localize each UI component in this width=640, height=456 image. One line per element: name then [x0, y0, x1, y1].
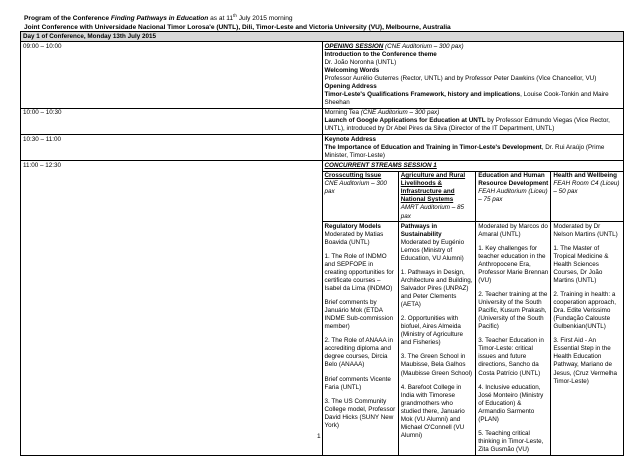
- talk-item: 3. The US Community College model, Professor David Hicks (SUNY New York): [324, 397, 396, 429]
- session-title: Keynote Address: [324, 135, 377, 143]
- moderator: Moderated by Dr Nelson Martins (UNTL): [553, 222, 618, 238]
- session-concurrent: [322, 161, 624, 455]
- address-heading: Opening Address: [324, 83, 377, 91]
- session-keynote: [322, 135, 624, 161]
- stream-header: [398, 172, 476, 222]
- talk-item: 1. The Master of Tropical Medicine & Health Sciences Courses, Dr João Martins (UNTL): [553, 244, 609, 285]
- keynote-title: The Importance of Education and Training in Timor-Leste's Development: [324, 143, 542, 151]
- stream-content-row: [323, 222, 624, 455]
- talk-item: Brief comments Vicente Faria (UNTL): [324, 375, 391, 391]
- talk-item: 2. Teacher training at the University of the South Pacific, Kusum Prakash, (University of the South Pacific): [478, 291, 548, 331]
- session-venue: (CNE Auditorium – 300 pax): [359, 109, 440, 117]
- stream-header: [323, 172, 399, 222]
- keynote-speaker: , Dr. Rui Araújo (Prime Minister, Timor-Leste): [324, 143, 605, 159]
- address-speakers: , Louise Cook-Tonkin and Maire Sheehan: [324, 91, 609, 107]
- stream-venue: FEAH Room C4 (Liceu) – 50 pax: [553, 180, 620, 196]
- stream-name: Health and Wellbeing: [553, 172, 617, 180]
- stream-header: [476, 172, 551, 222]
- stream-name: Education and Human Resource Development: [478, 172, 549, 188]
- panel-title: Regulatory Models: [324, 222, 381, 230]
- session-time: 10:00 – 10:30: [21, 108, 323, 134]
- moderator: Moderated by Matias Boavida (UNTL): [324, 230, 384, 246]
- header-line-2: Joint Conference with Universidade Nacional Timor Lorosa'e (UNTL), Dili, Timor-Leste and Victoria University (VU), Melbourne, Australia: [24, 24, 451, 32]
- header-date-prefix: as at 11: [208, 15, 234, 23]
- stream-header: [551, 172, 623, 222]
- session-keynote-row: [21, 135, 624, 161]
- stream-name: Crosscutting Issue: [324, 172, 382, 180]
- header-line-1: [24, 13, 624, 24]
- stream-crosscutting: [323, 222, 399, 455]
- session-time: 09:00 – 10:00: [21, 42, 323, 109]
- talk-item: 1. Key challenges for teacher education in the Anthropocene Era, Professor Marie Brennan (VU): [478, 244, 549, 285]
- session-concurrent-row: [21, 161, 624, 455]
- welcome-speakers: Professor Aurélio Guterres (Rector, UNTL) and by Professor Peter Dawkins (Vice Chancellor, VU): [324, 75, 597, 83]
- stream-name: Agriculture and Rural Livelihoods & Infrastructure and National Systems: [400, 172, 466, 204]
- launch-speakers: by Professor Edmundo Viegas (Vice Rector, UNTL), introduced by Dr Abel Pires da Silva (Director of the IT Department, UNTL): [324, 117, 610, 133]
- launch-title: Launch of Google Applications for Education at UNTL: [324, 117, 486, 125]
- stream-education: [476, 222, 551, 455]
- session-title: CONCURRENT STREAMS SESSION 1: [323, 161, 624, 171]
- page-number: 1: [317, 433, 321, 440]
- stream-health: [551, 222, 623, 455]
- talk-item: 3. First Aid - An Essential Step in the Health Education Pathway, Mariano de Jesus, (Cruz Vermelha Timor-Leste): [553, 337, 618, 385]
- stream-header-row: [323, 172, 624, 222]
- header-date-suffix: th: [233, 13, 237, 18]
- day-title: Day 1 of Conference, Monday 13th July 2015: [21, 32, 624, 42]
- day-row: [21, 32, 624, 42]
- header-conference-name: Finding Pathways in Education: [110, 15, 209, 23]
- session-morning-tea: [322, 108, 624, 134]
- header-program-label: Program of the Conference: [24, 15, 111, 23]
- document-header: [24, 13, 624, 33]
- session-title: OPENING SESSION: [324, 42, 384, 50]
- panel-title: Pathways in Sustainability: [400, 222, 442, 238]
- talk-item: 3. Teacher Education in Timor-Leste: critical issues and future directions, Sancho da Costa Patrício (UNTL): [478, 337, 544, 377]
- session-time: 10:30 – 11:00: [21, 135, 323, 161]
- talk-item: 4. Barefoot College in India with Timorese grandmothers who studied there, Januario Mok (VU Alumni) and Michael O'Connell (VU Alumni): [400, 383, 465, 439]
- talk-item: 5. Teaching critical thinking in Timor-Leste, Zita Gusmão (VU): [478, 429, 544, 453]
- session-morning-tea-row: [21, 108, 624, 134]
- talk-item: 4. Inclusive education, José Monteiro (Ministry of Education) & Armandio Sarmento (PLAN): [478, 383, 544, 423]
- session-opening-row: [21, 42, 624, 109]
- schedule-table: [20, 31, 624, 456]
- stream-agriculture: [398, 222, 476, 455]
- header-date-rest: July 2015 morning: [236, 15, 293, 23]
- talk-item: Brief comments by Januário Mok (ETDA INDME Sub-commission member): [324, 299, 394, 331]
- session-title: Morning Tea: [324, 109, 360, 117]
- talk-item: 2. Opportunities with biofuel, Aires Almeida (Ministry of Agriculture and Fisheries): [400, 315, 464, 347]
- stream-venue: FEAH Auditorium (Liceu) – 75 pax: [478, 188, 548, 204]
- address-title: Timor-Leste's Qualifications Framework, history and implications: [324, 91, 521, 99]
- session-venue: (CNE Auditorium – 300 pax): [383, 42, 464, 50]
- moderator: Moderated by Eugénio Lemos (Ministry of Education, VU Alumni): [400, 238, 465, 262]
- intro-heading: Introduction to the Conference theme: [324, 50, 437, 58]
- moderator: Moderated by Marcos do Amaral (UNTL): [478, 222, 548, 238]
- talk-item: 2. Training in health: a cooperation approach, Dra. Edite Verissimo (Fundação Calouste Gulbenkian(UNTL): [553, 291, 617, 331]
- streams-table: [323, 172, 624, 455]
- talk-item: 2. The Role of ANAAA in accrediting diploma and degree courses, Dircia Belo (ANAAA): [324, 337, 393, 369]
- intro-speaker: Dr. João Noronha (UNTL): [324, 58, 397, 66]
- stream-venue: AMRT Auditorium – 85 pax: [400, 204, 465, 220]
- session-time: 11:00 – 12:30: [21, 161, 323, 455]
- talk-item: 1. Pathways in Design, Architecture and Building, Salvador Pires (UNPAZ) and Peter Clements (AETA): [400, 268, 473, 309]
- talk-item: 1. The Role of INDMO and SEPFOPE in creating opportunities for certificate courses – Isabel da Lima (INDMO): [324, 252, 394, 293]
- session-opening: [322, 42, 624, 109]
- stream-venue: CNE Auditorium – 300 pax: [324, 180, 387, 196]
- talk-item: 3. The Green School in Maubisse, Bela Galhos (Maubisse Green School): [400, 353, 473, 377]
- welcome-heading: Welcoming Words: [324, 66, 380, 74]
